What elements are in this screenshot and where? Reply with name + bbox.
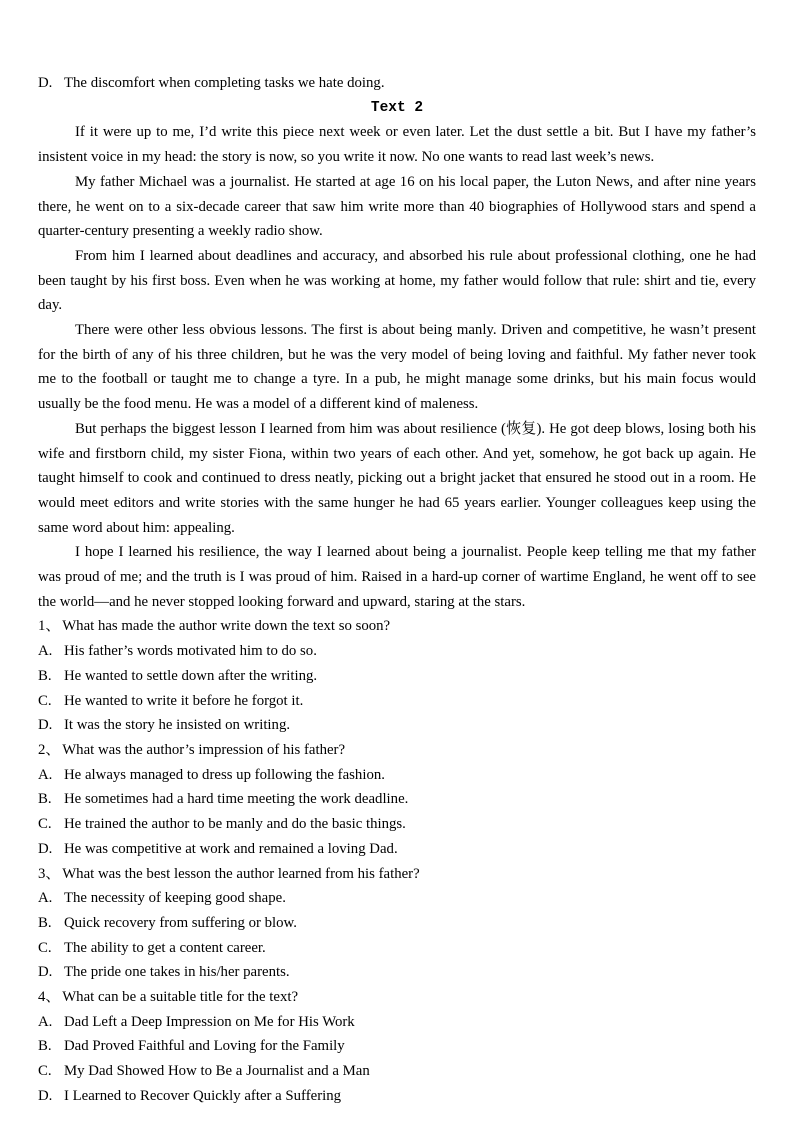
question-option xyxy=(38,960,756,985)
question-stem xyxy=(38,985,756,1010)
option-text: Quick recovery from suffering or blow. xyxy=(64,914,297,931)
question-stem xyxy=(38,614,756,639)
option-label: A. xyxy=(38,766,53,783)
passage-paragraph-2: My father Michael was a journalist. He started at age 16 on his local paper, the Luton News, and after nine years there, he went on to a six-decade career that saw him write more than 40 biographies of Hollywood stars and spend a quarter-century presenting a weekly radio show. xyxy=(38,173,756,240)
question-block-3 xyxy=(38,862,756,986)
option-label: B. xyxy=(38,791,52,808)
option-text: It was the story he insisted on writing. xyxy=(64,717,291,734)
question-block-4 xyxy=(38,985,756,1109)
question-option xyxy=(38,936,756,961)
option-label: C. xyxy=(38,939,52,956)
question-block-2 xyxy=(38,738,756,862)
question-option xyxy=(38,1059,756,1084)
question-option xyxy=(38,886,756,911)
option-text: He trained the author to be manly and do the basic things. xyxy=(64,816,406,833)
question-option xyxy=(38,812,756,837)
passage-paragraph-1: If it were up to me, I’d write this piece next week or even later. Let the dust settle a bit. But I have my father’s insistent voice in my head: the story is now, so you write it now. No one wants to read last week’s news. xyxy=(38,124,756,166)
option-label: B. xyxy=(38,667,52,684)
option-label: A. xyxy=(38,890,53,907)
question-option xyxy=(38,837,756,862)
question-option xyxy=(38,1034,756,1059)
option-text: He was competitive at work and remained a loving Dad. xyxy=(64,840,398,857)
question-text: What can be a suitable title for the text? xyxy=(62,989,299,1006)
question-option xyxy=(38,787,756,812)
option-text: I Learned to Recover Quickly after a Suffering xyxy=(64,1087,342,1104)
passage-paragraph-4: There were other less obvious lessons. The first is about being manly. Driven and competitive, he wasn’t present for the birth of any of his three children, but he was the very model of being loving and faithful. My father never took me to the football or taught me to change a tyre. In a pub, he might manage some drinks, but his main focus would usually be the food menu. He was a model of a different kind of maleness. xyxy=(38,322,756,413)
option-text: The necessity of keeping good shape. xyxy=(64,890,286,907)
option-label: C. xyxy=(38,692,52,709)
option-text: The pride one takes in his/her parents. xyxy=(64,964,290,981)
option-label: D. xyxy=(38,1087,53,1104)
option-label: D. xyxy=(38,840,53,857)
option-text: He sometimes had a hard time meeting the work deadline. xyxy=(64,791,409,808)
question-option xyxy=(38,639,756,664)
option-label: A. xyxy=(38,643,53,660)
question-option xyxy=(38,664,756,689)
question-text: What was the best lesson the author learned from his father? xyxy=(62,865,420,882)
question-text: What has made the author write down the text so soon? xyxy=(62,618,391,635)
option-label: C. xyxy=(38,1063,52,1080)
question-option xyxy=(38,763,756,788)
option-text: My Dad Showed How to Be a Journalist and a Man xyxy=(64,1063,370,1080)
option-text: The discomfort when completing tasks we hate doing. xyxy=(64,75,385,91)
option-text: He wanted to write it before he forgot it. xyxy=(64,692,304,709)
option-label: B. xyxy=(38,914,52,931)
option-label: D. xyxy=(38,75,53,91)
option-text: Dad Proved Faithful and Loving for the Family xyxy=(64,1038,345,1055)
question-text: What was the author’s impression of his father? xyxy=(62,741,346,758)
question-option xyxy=(38,713,756,738)
question-option xyxy=(38,1010,756,1035)
option-label: D. xyxy=(38,717,53,734)
option-text: His father’s words motivated him to do so. xyxy=(64,643,317,660)
passage-paragraph-5: But perhaps the biggest lesson I learned from him was about resilience (恢复). He got deep blows, losing both his wife and firstborn child, my sister Fiona, within two years of each other. And yet, somehow, he got back up again. He taught himself to cook and continued to dress neatly, picking out a bright jacket that ensured he stood out in a room. He would meet editors and write stories with the same hunger he had 65 years earlier. Younger colleagues keep using the same word about him: appealing. xyxy=(38,420,756,536)
option-text: He wanted to settle down after the writing. xyxy=(64,667,318,684)
option-label: A. xyxy=(38,1013,53,1030)
question-number: 1、 xyxy=(38,618,61,635)
option-text: The ability to get a content career. xyxy=(64,939,266,956)
passage-paragraph-3: From him I learned about deadlines and accuracy, and absorbed his rule about professional clothing, one he had been taught by his first boss. Even when he was working at home, my father would follow that rule: shirt and tie, every day. xyxy=(38,247,756,314)
question-stem xyxy=(38,862,756,887)
prev-passage-option-d xyxy=(38,71,756,96)
question-option xyxy=(38,689,756,714)
option-label: D. xyxy=(38,964,53,981)
option-label: B. xyxy=(38,1038,52,1055)
question-number: 4、 xyxy=(38,989,61,1006)
question-number: 3、 xyxy=(38,865,61,882)
passage-heading: Text 2 xyxy=(370,99,424,116)
question-option xyxy=(38,1084,756,1109)
option-text: He always managed to dress up following the fashion. xyxy=(64,766,385,783)
question-block-1 xyxy=(38,614,756,738)
question-number: 2、 xyxy=(38,741,61,758)
question-stem xyxy=(38,738,756,763)
option-text: Dad Left a Deep Impression on Me for His Work xyxy=(64,1013,355,1030)
passage-paragraph-6: I hope I learned his resilience, the way I learned about being a journalist. People keep telling me that my father was proud of me; and the truth is I was proud of him. Raised in a hard-up corner of wartime England, he went off to see the world—and he never stopped looking forward and upward, staring at the stars. xyxy=(38,544,756,610)
option-label: C. xyxy=(38,816,52,833)
question-option xyxy=(38,911,756,936)
